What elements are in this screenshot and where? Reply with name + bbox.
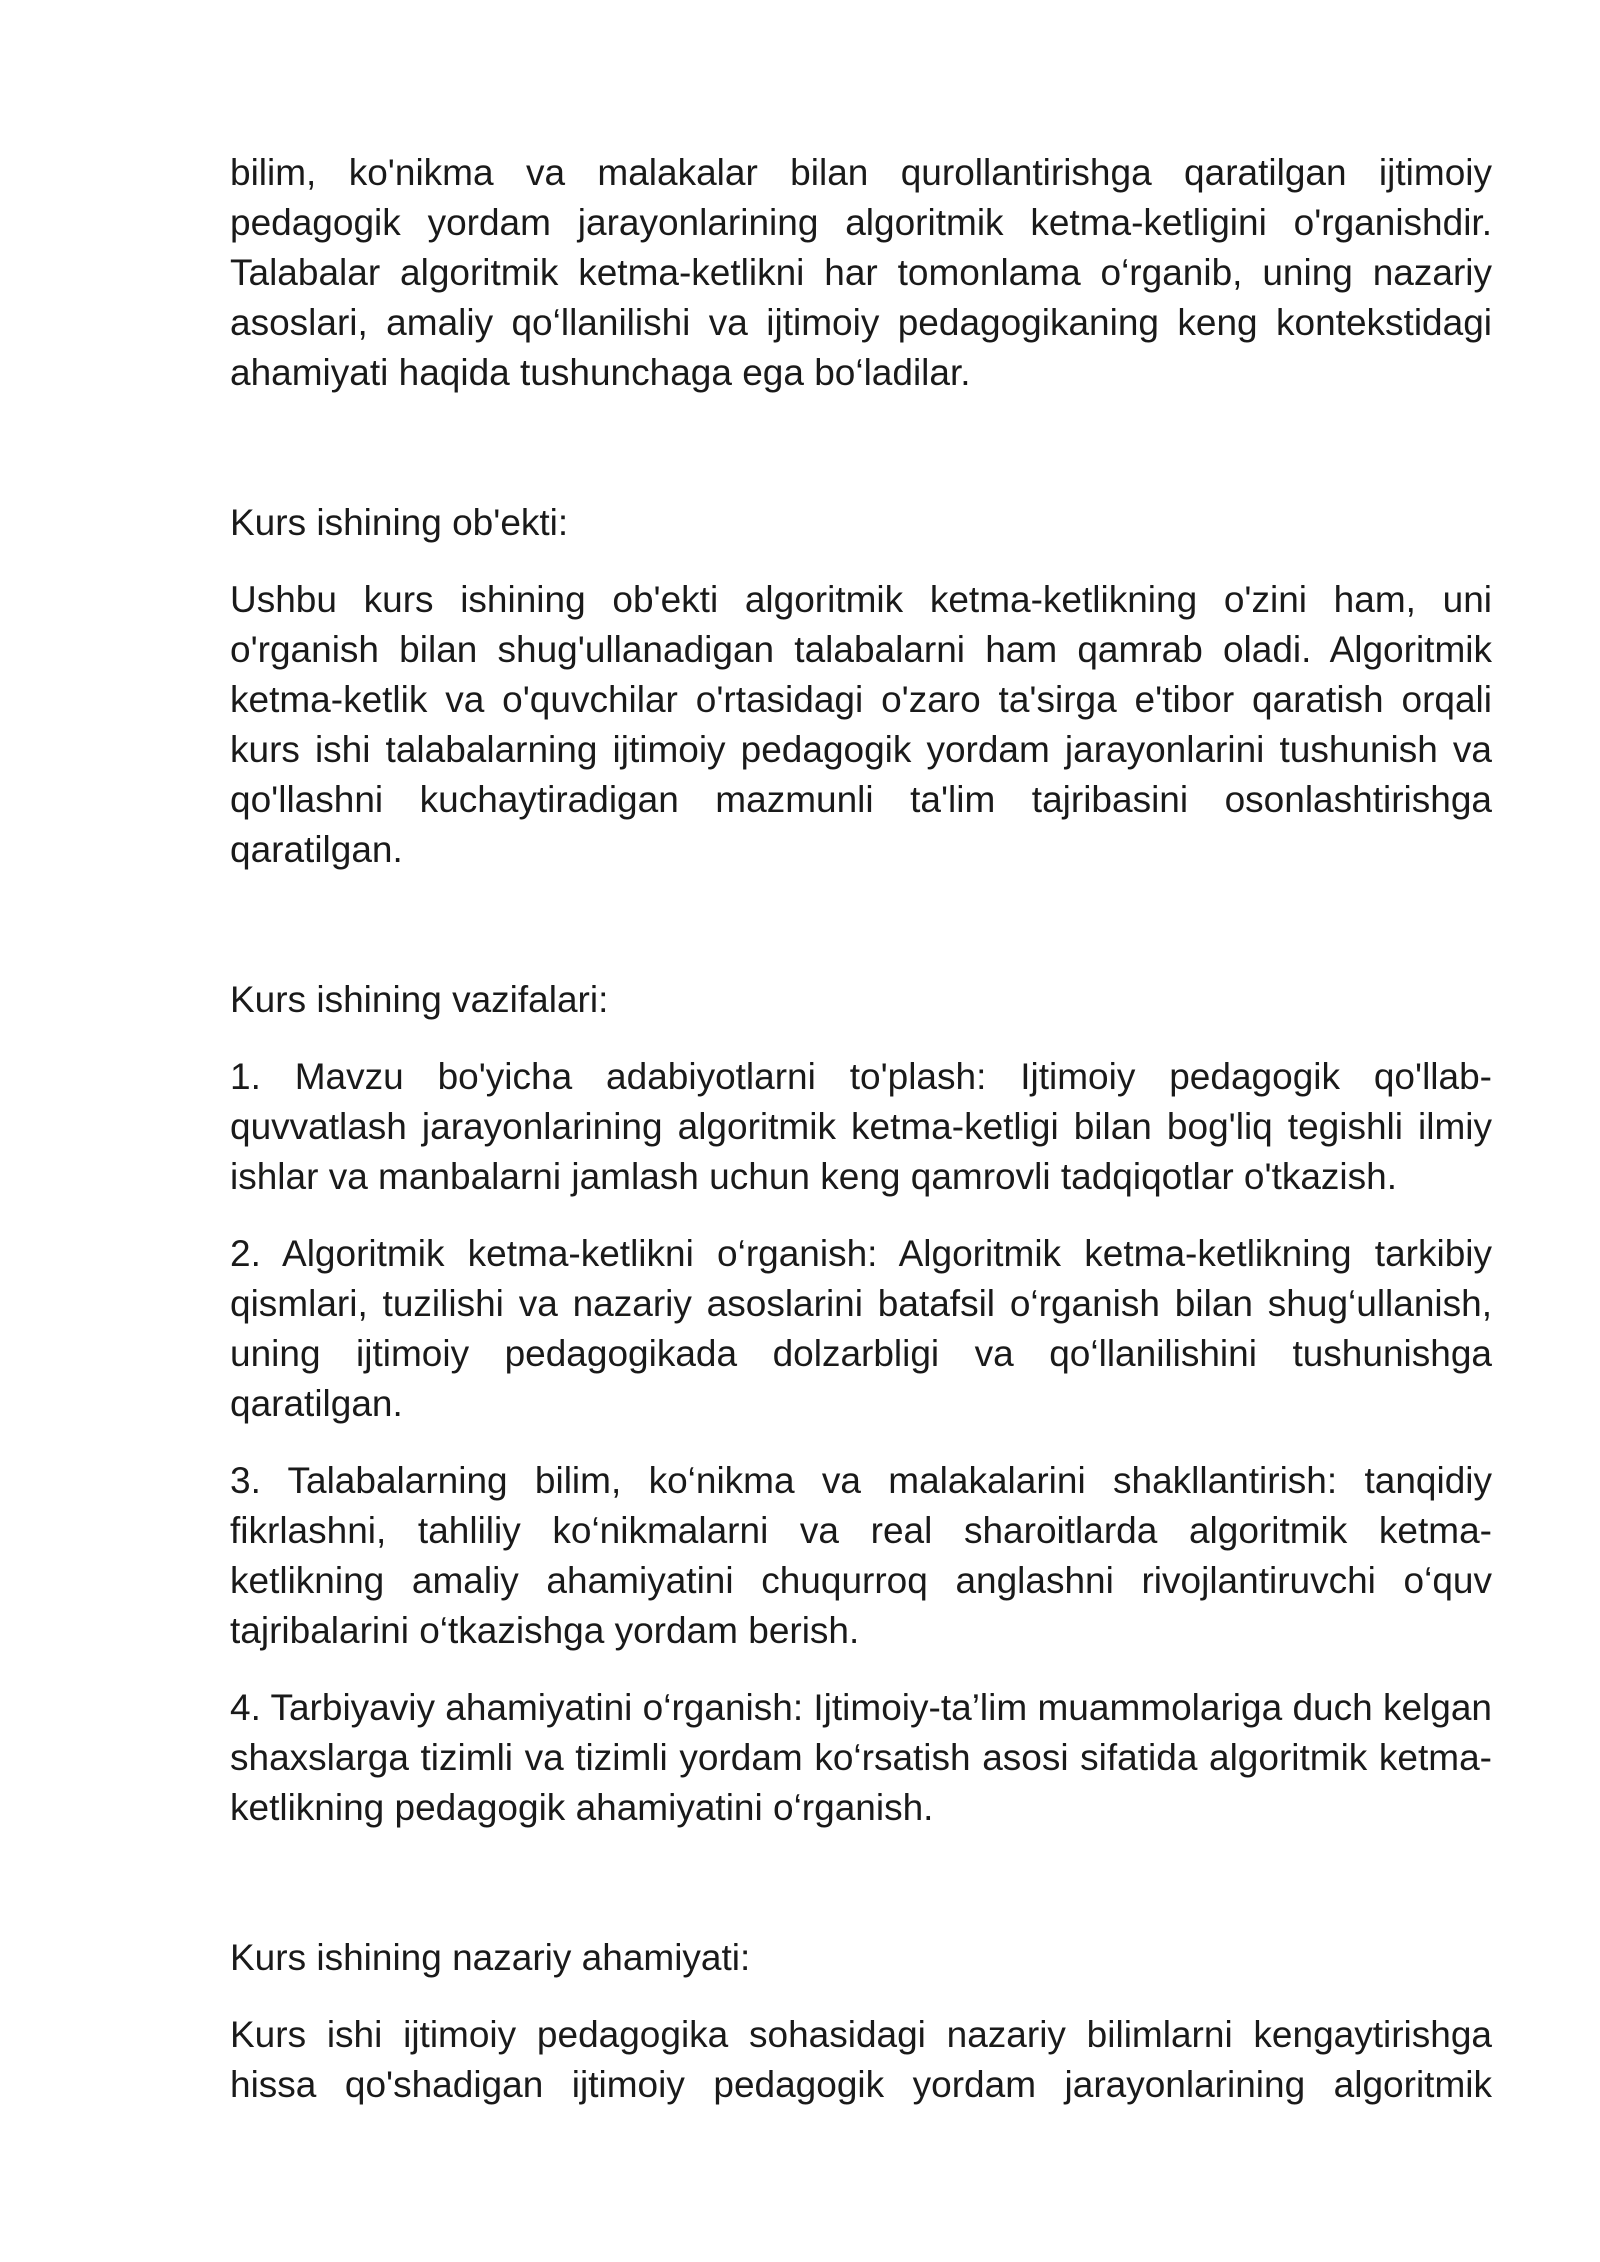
document-body: [230, 148, 1492, 2110]
spacer: [230, 548, 1492, 575]
theory-paragraph: Kurs ishi ijtimoiy pedagogika sohasidagi nazariy bilimlarni kengaytirishga hissa qo'shadigan ijtimoiy pedagogik yordam jarayonlarining algoritmik: [230, 2014, 1492, 2105]
spacer: [230, 398, 1492, 498]
object-heading: Kurs ishining ob'ekti:: [230, 502, 569, 543]
object-paragraph: Ushbu kurs ishining ob'ekti algoritmik ketma-ketlikning o'zini ham, uni o'rganish bilan shug'ullanadigan talabalarni ham qamrab oladi. Algoritmik ketma-ketlik va o'quvchilar o'rtasidagi o'zaro ta'sirga e'tibor qaratish orqali kurs ishi talabalarning ijtimoiy pedagogik yordam jarayonlarini tushunish va qo'llashni kuchaytiradigan mazmunli ta'lim tajribasini osonlashtirishga qaratilgan.: [230, 579, 1492, 870]
theory-heading: Kurs ishining nazariy ahamiyati:: [230, 1937, 751, 1978]
task-item-4: 4. Tarbiyaviy ahamiyatini o‘rganish: Ijtimoiy-ta’lim muammolariga duch kelgan shaxslarga tizimli va tizimli yordam ko‘rsatish asosi sifatida algoritmik ketma-ketlikning pedagogik ahamiyatini o‘rganish.: [230, 1687, 1492, 1828]
spacer: [230, 1202, 1492, 1229]
spacer: [230, 1429, 1492, 1456]
spacer: [230, 1025, 1492, 1052]
spacer: [230, 1983, 1492, 2010]
task-item-3: 3. Talabalarning bilim, ko‘nikma va malakalarini shakllantirish: tanqidiy fikrlashni, tahliliy ko‘nikmalarni va real sharoitlarda algoritmik ketma-ketlikning amaliy ahamiyatini chuqurroq anglashni rivojlantiruvchi o‘quv tajribalarini o‘tkazishga yordam berish.: [230, 1460, 1492, 1651]
spacer: [230, 1656, 1492, 1683]
tasks-heading: Kurs ishining vazifalari:: [230, 979, 609, 1020]
spacer: [230, 1833, 1492, 1933]
intro-paragraph: bilim, ko'nikma va malakalar bilan qurollantirishga qaratilgan ijtimoiy pedagogik yordam jarayonlarining algoritmik ketma-ketligini o'rganishdir. Talabalar algoritmik ketma-ketlikni har tomonlama o‘rganib, uning nazariy asoslari, amaliy qo‘llanilishi va ijtimoiy pedagogikaning keng kontekstidagi ahamiyati haqida tushunchaga ega bo‘ladilar.: [230, 152, 1492, 393]
spacer: [230, 875, 1492, 975]
task-item-2: 2. Algoritmik ketma-ketlikni o‘rganish: Algoritmik ketma-ketlikning tarkibiy qismlari, tuzilishi va nazariy asoslarini batafsil o‘rganish bilan shug‘ullanish, uning ijtimoiy pedagogikada dolzarbligi va qo‘llanilishini tushunishga qaratilgan.: [230, 1233, 1492, 1424]
task-item-1: 1. Mavzu bo'yicha adabiyotlarni to'plash: Ijtimoiy pedagogik qo'llab-quvvatlash jarayonlarining algoritmik ketma-ketligi bilan bog'liq tegishli ilmiy ishlar va manbalarni jamlash uchun keng qamrovli tadqiqotlar o'tkazish.: [230, 1056, 1492, 1197]
